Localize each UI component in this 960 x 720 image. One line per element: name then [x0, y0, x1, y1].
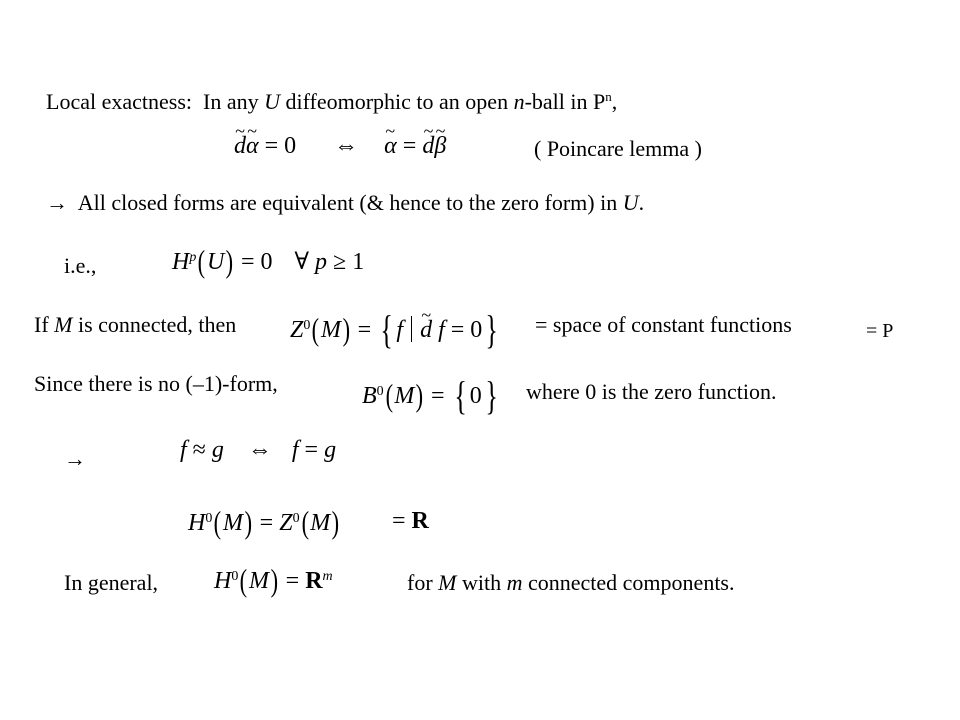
local-exactness-line: Local exactness: In any U diffeomorphic to an open n-ball in $P^n$,: [46, 89, 618, 114]
iff-symbol: ⇔: [334, 133, 359, 159]
cohomology-vanishing-formula: $H^p(U) = 0$ ∀ p ≥ 1: [172, 243, 365, 279]
equals-r: = R: [392, 508, 429, 534]
h0-z0-formula: $H^0(M) = Z^0(M)$: [188, 504, 340, 540]
b0-formula: $B^0(M)$ = { 0}: [362, 373, 498, 418]
since-line: Since there is no (–1)-form,: [34, 371, 278, 396]
arrow-icon: →: [46, 190, 68, 215]
poincare-lemma-note: ( Poincare lemma ): [534, 136, 702, 161]
ie-label: i.e.,: [64, 253, 97, 278]
zero-function-note: where 0 is the zero function.: [526, 379, 777, 404]
local-exactness-label: Local exactness:: [46, 89, 192, 114]
constant-functions-text: = space of constant functions: [535, 312, 792, 337]
equals-p-text: = P: [866, 320, 894, 342]
closed-forms-line: → All closed forms are equivalent (& hence to the zero form) in U.: [46, 190, 645, 215]
h0-rm-formula: $H^0(M) = R^m$: [214, 562, 333, 598]
equivalence-formula: f ≈ g ⇔ f = g: [180, 437, 337, 463]
connected-line: If M is connected, then: [34, 312, 237, 337]
poincare-formula: ~ d~ α = 0 ⇔ ~ α = ~ d~ β: [234, 133, 446, 160]
components-text: for M with m connected components.: [407, 570, 735, 595]
in-general-label: In general,: [64, 570, 159, 595]
z0-formula: $Z^0(M)$ = { f~ d f = 0}: [290, 306, 502, 353]
arrow-icon-2: →: [64, 446, 86, 471]
